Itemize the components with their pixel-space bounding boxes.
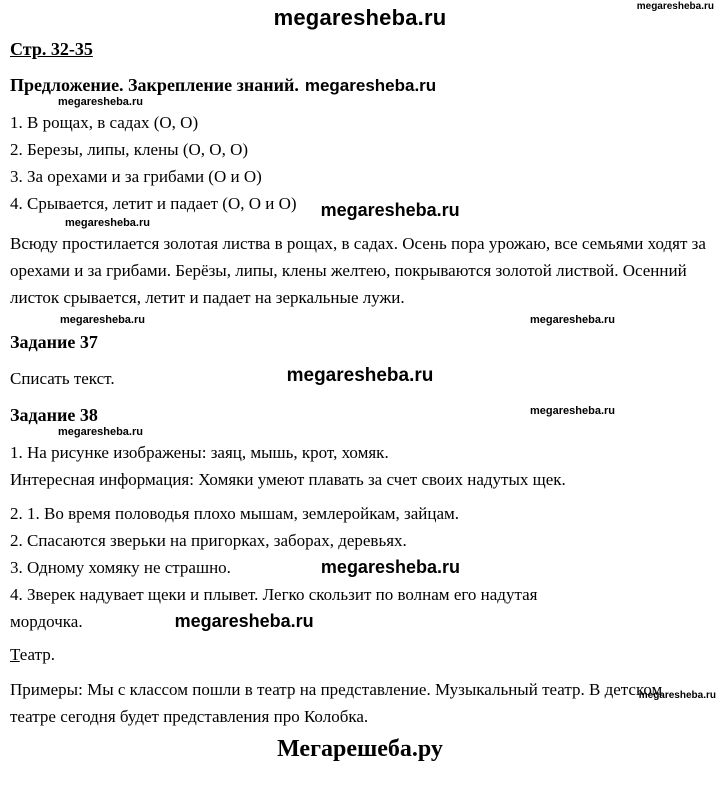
watermark-site-title: megaresheba.ru — [273, 5, 447, 30]
watermark-inline-heading: megaresheba.ru — [304, 76, 437, 95]
task-38-line-1: 1. На рисунке изображены: заяц, мышь, крот, хомяк. — [10, 443, 389, 462]
answer-item-4-row — [10, 190, 710, 220]
task-37-body: Списать текст. — [10, 369, 115, 388]
watermark-after-line-5: megaresheba.ru — [320, 557, 460, 577]
watermark-row — [10, 314, 710, 327]
task-38-line-6-row — [10, 581, 710, 635]
page-reference: Стр. 32-35 — [10, 39, 93, 59]
answer-item-4: 4. Срывается, летит и падает (О, О и О) — [10, 194, 297, 213]
section-heading: Предложение. Закрепление знаний. — [10, 75, 299, 95]
watermark-small-1: megaresheba.ru — [58, 96, 143, 108]
answer-paragraph: Всюду простилается золотая листва в рощах, в садах. Осень пора урожаю, все семьями ходят за орехами и за грибами. Берёзы, липы, клены желтею, покрываются золотой листвой. Осенний листок срывается, летит и падает на зеркальные лужи. — [10, 234, 706, 307]
examples-block — [10, 676, 716, 730]
watermark-small-4: megaresheba.ru — [530, 314, 615, 326]
watermark-top-right: megaresheba.ru — [636, 1, 714, 12]
watermark-small-5: megaresheba.ru — [530, 405, 615, 417]
watermark-after-item-4: megaresheba.ru — [320, 200, 460, 220]
theater-label — [10, 641, 710, 668]
task-37-heading: Задание 37 — [10, 332, 98, 352]
task-37-body-row — [10, 365, 710, 393]
watermark-center-task37: megaresheba.ru — [286, 365, 434, 386]
answer-item-3: 3. За орехами и за грибами (О и О) — [10, 167, 262, 186]
answer-item-1: 1. В рощах, в садах (О, О) — [10, 113, 199, 132]
task-38-line-2: Интересная информация: Хомяки умеют плавать за счет своих надутых щек. — [10, 470, 566, 489]
watermark-small-6: megaresheba.ru — [58, 426, 143, 438]
task-38-heading: Задание 38 — [10, 405, 98, 425]
task-38-line-6: 4. Зверек надувает щеки и плывет. Легко скользит по волнам его надутая мордочка. — [10, 585, 538, 631]
answer-item-2: 2. Березы, липы, клены (О, О, О) — [10, 140, 249, 159]
watermark-small-2: megaresheba.ru — [65, 217, 150, 229]
footer-site-title: Мегарешеба.ру — [277, 736, 443, 762]
task-38-line-5: 3. Одному хомяку не страшно. — [10, 558, 231, 577]
watermark-after-line-6: megaresheba.ru — [174, 611, 314, 631]
task-38-line-5-row — [10, 554, 710, 581]
task-38-line-4: 2. Спасаются зверьки на пригорках, заборах, деревьях. — [10, 531, 407, 550]
task-38-heading-row — [10, 405, 710, 426]
theater-label-rest: еатр. — [19, 645, 55, 664]
examples-paragraph: Примеры: Мы с классом пошли в театр на представление. Музыкальный театр. В детском театре сегодня будет представления про Колобка. — [10, 680, 663, 726]
watermark-tiny-right: megaresheba.ru — [638, 690, 716, 701]
theater-label-first-letter: Т — [10, 645, 20, 664]
section-heading-row — [10, 75, 710, 96]
task-38-line-3: 2. 1. Во время половодья плохо мышам, землеройкам, зайцам. — [10, 504, 460, 523]
watermark-small-3: megaresheba.ru — [60, 314, 145, 326]
